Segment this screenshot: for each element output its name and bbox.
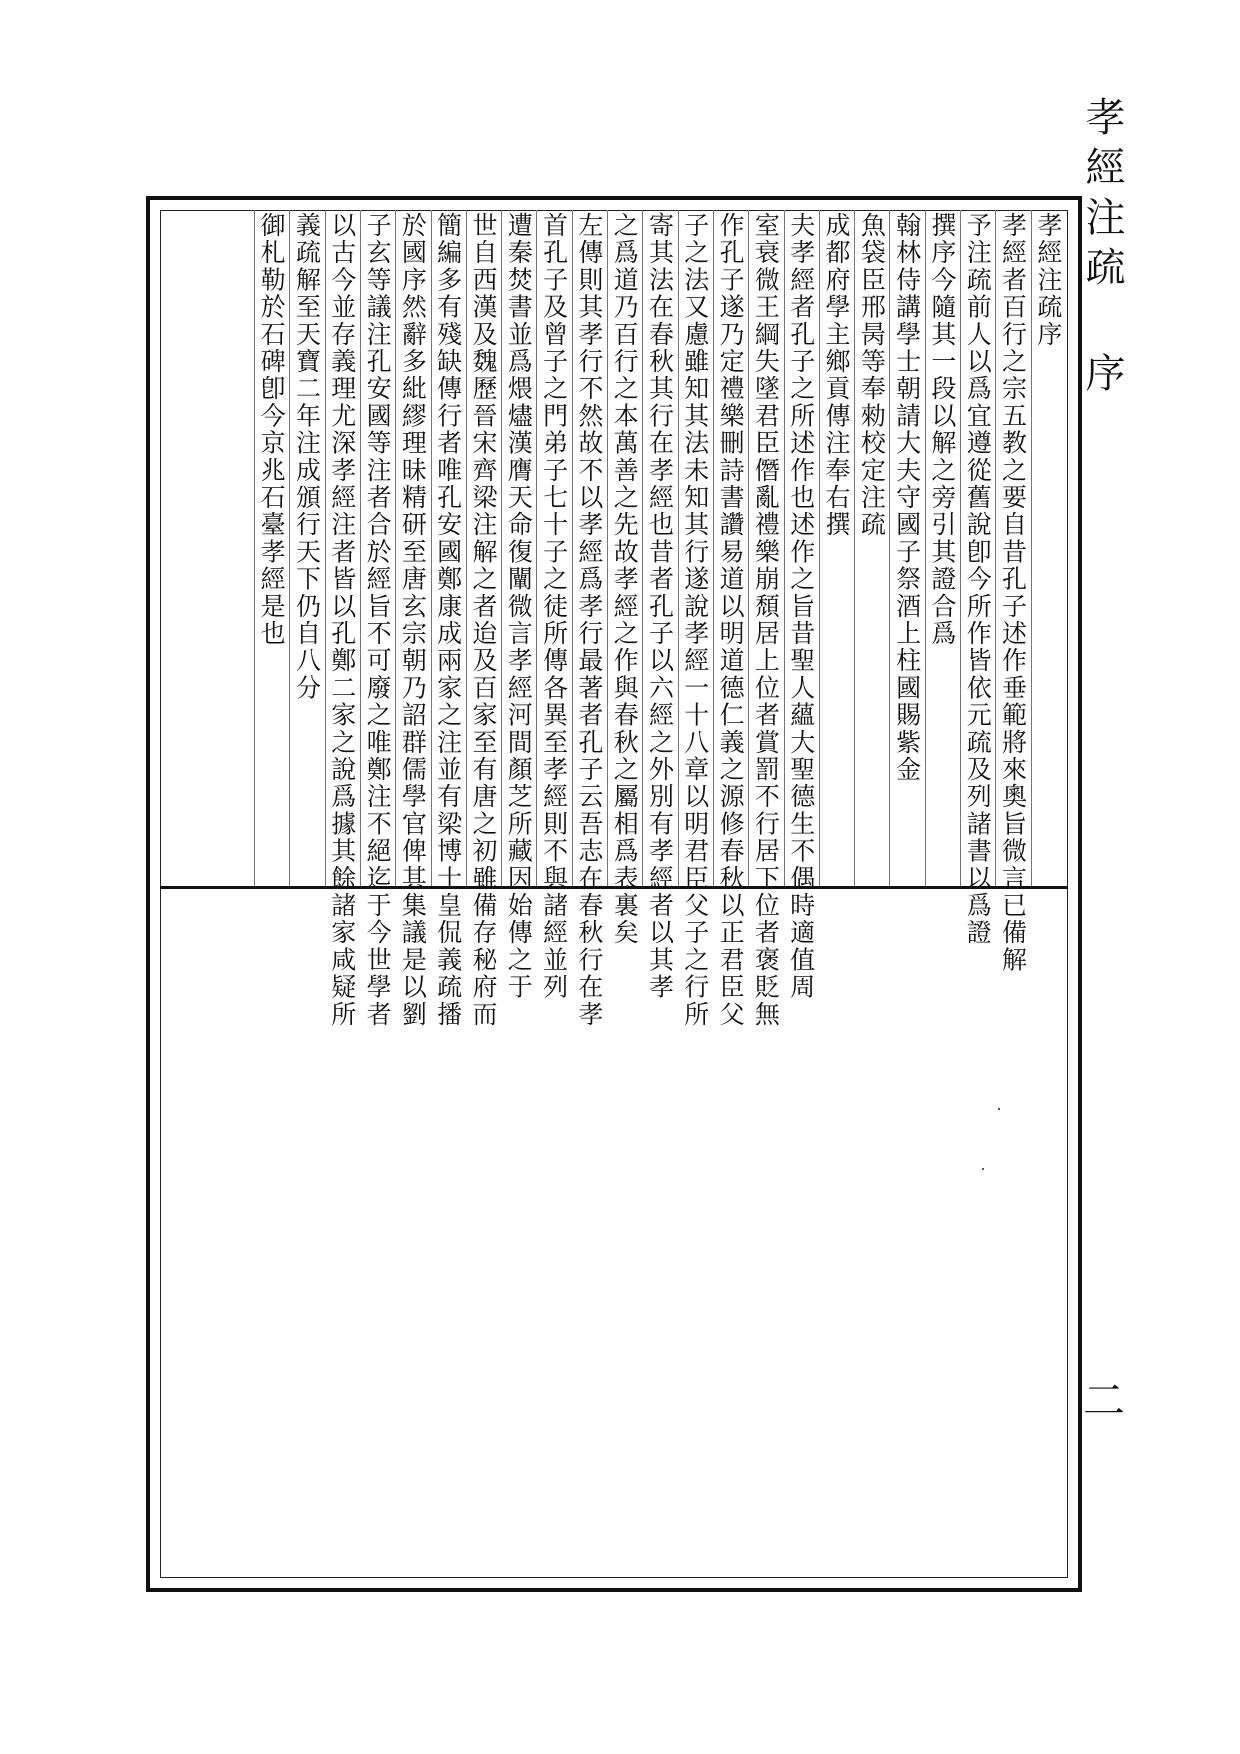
column-rule	[642, 210, 643, 886]
column-rule	[819, 210, 820, 886]
text-column: 簡編多有殘缺傳行者唯孔安國鄭康成兩家之注並有梁博士皇侃義疏播	[433, 212, 463, 1028]
text-column: 以古今並存義理尤深孝經注者皆以孔鄭二家之說爲據其餘諸家咸疑所	[327, 212, 357, 1028]
column-rule	[784, 210, 785, 886]
page-number: 二	[1077, 1378, 1126, 1420]
running-title: 孝經注疏 序	[1079, 96, 1125, 402]
text-column: 孝經者百行之宗五教之要自昔孔子述作垂範將來奧旨微言已備解	[998, 212, 1028, 974]
column-rule	[395, 210, 396, 886]
text-column: 首孔子及曾子之門弟子七十子之徒所傳各異至孝經則不與諸經並列	[539, 212, 569, 1001]
text-column: 魚袋臣邢昺等奉勑校定注疏	[857, 212, 887, 539]
text-column: 成都府學主鄉貢傳注奉右撰	[822, 212, 852, 539]
column-rule	[889, 210, 890, 886]
text-column: 左傳則其孝行不然故不以孝經爲孝行最著者孔子云吾志在春秋行在孝	[574, 212, 604, 1028]
text-column: 予注疏前人以爲宜遵從舊說卽今所作皆依元疏及列諸書以爲證	[963, 212, 993, 947]
text-column: 義疏解至天寶二年注成頒行天下仍自八分	[292, 212, 322, 702]
text-column: 寄其法在春秋其行在孝經也昔者孔子以六經之外別有孝經者以其孝	[645, 212, 675, 1001]
column-rule	[748, 210, 749, 886]
column-rule	[536, 210, 537, 886]
text-column: 孝經注疏序	[1033, 212, 1063, 348]
text-column: 世自西漢及魏歷晉宋齊梁注解之者迨及百家至有唐之初雖備存秘府而	[468, 212, 498, 1028]
text-column: 翰林侍講學士朝請大夫守國子祭酒上柱國賜紫金	[892, 212, 922, 784]
speck	[998, 1108, 1000, 1110]
column-rule	[431, 210, 432, 886]
column-rule	[607, 210, 608, 886]
text-column: 子玄等議注孔安國等注者合於經旨不可廢之唯鄭注不絕迄于今世學者	[363, 212, 393, 1028]
text-column: 之爲道乃百行之本萬善之先故孝經之作與春秋之屬相爲表裏矣	[610, 212, 640, 947]
text-column: 夫孝經者孔子之所述作也述作之旨昔聖人蘊大聖德生不偶時適值周	[786, 212, 816, 1001]
column-rule	[572, 210, 573, 886]
column-rule	[254, 210, 255, 886]
column-rule	[466, 210, 467, 886]
text-column: 室衰微王綱失墜君臣僭亂禮樂崩頹居上位者賞罰不行居下位者褒貶無	[751, 212, 781, 1028]
column-rule	[678, 210, 679, 886]
column-rule	[1031, 210, 1032, 886]
column-rule	[925, 210, 926, 886]
text-column: 遭秦焚書並爲煨燼漢膺天命復闡微言孝經河間顏芝所藏因始傳之于	[504, 212, 534, 1001]
column-rule	[995, 210, 996, 886]
speck	[982, 1168, 984, 1170]
text-column: 御札勒於石碑卽今京兆石臺孝經是也	[257, 212, 287, 648]
text-column: 撰序今隨其一段以解之旁引其證合爲	[927, 212, 957, 648]
text-column: 於國序然辭多紕繆理昧精研至唐玄宗朝乃詔群儒學官俾其集議是以劉	[398, 212, 428, 1028]
column-rule	[960, 210, 961, 886]
column-rule	[854, 210, 855, 886]
column-rule	[501, 210, 502, 886]
column-rule	[289, 210, 290, 886]
column-rule	[360, 210, 361, 886]
text-column: 子之法又慮雖知其法未知其行遂說孝經一十八章以明君臣父子之行所	[680, 212, 710, 1028]
column-rule	[325, 210, 326, 886]
text-column: 作孔子遂乃定禮樂刪詩書讚易道以明道德仁義之源修春秋以正君臣父	[716, 212, 746, 1028]
column-rule	[713, 210, 714, 886]
